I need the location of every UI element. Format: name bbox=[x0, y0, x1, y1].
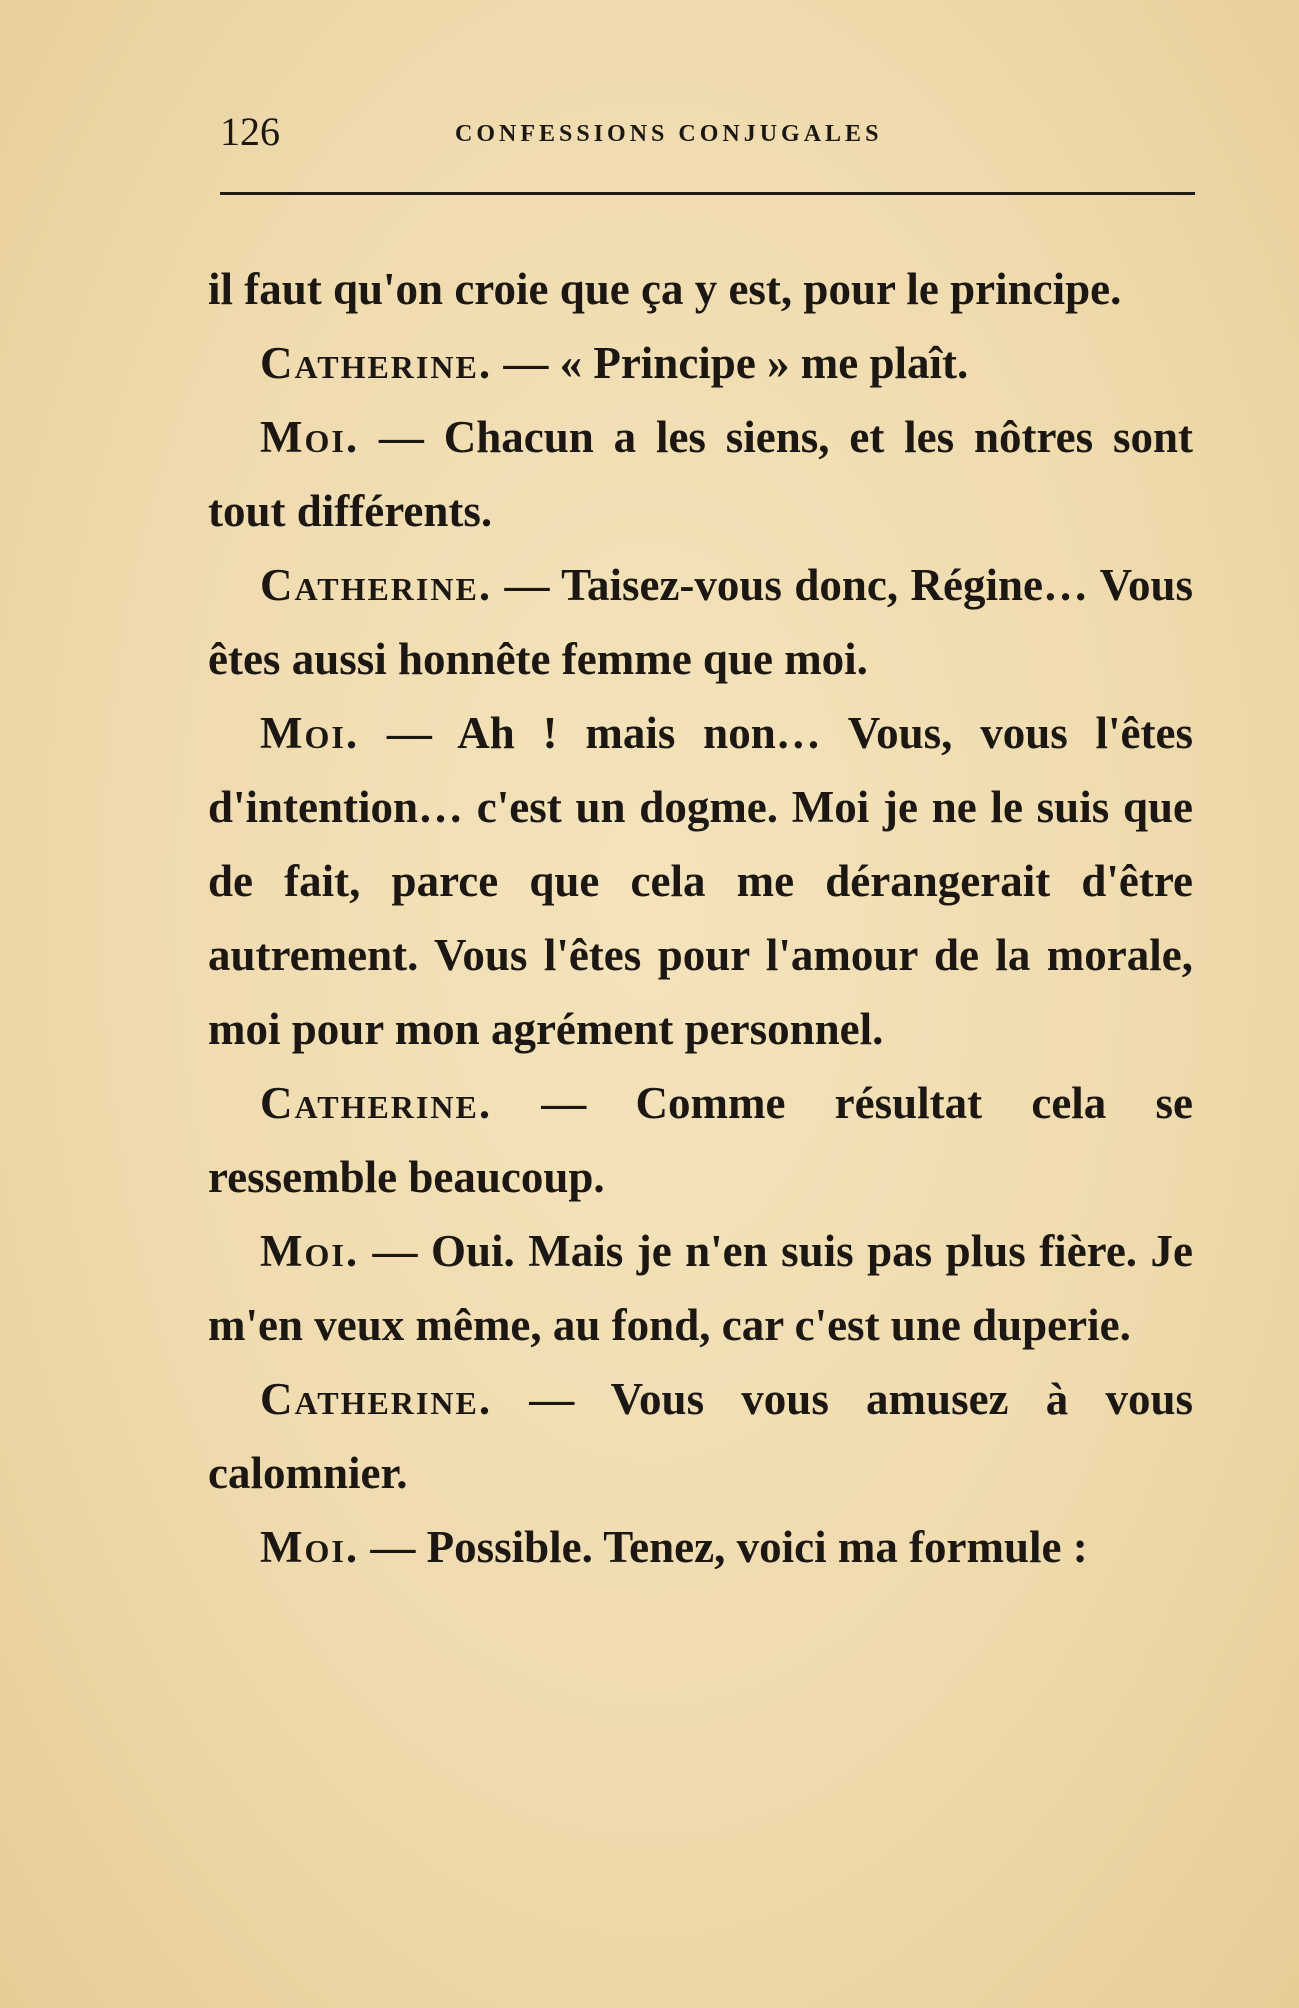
paragraph bbox=[208, 252, 1193, 326]
page-number: 126 bbox=[220, 109, 280, 154]
paragraph bbox=[208, 1214, 1193, 1362]
paragraph bbox=[208, 1362, 1193, 1510]
paragraph bbox=[208, 1510, 1193, 1584]
paragraph bbox=[208, 548, 1193, 696]
paragraph bbox=[208, 326, 1193, 400]
paragraph-text: — « Principe » me plaît. bbox=[492, 338, 969, 388]
paragraph-text: — Vous vous amusez à vous calomnier. bbox=[208, 1374, 1193, 1498]
paragraph-text: — Chacun a les siens, et les nôtres sont tout différents. bbox=[208, 412, 1193, 536]
paragraph bbox=[208, 400, 1193, 548]
page-header bbox=[220, 109, 1195, 162]
speaker-name: Moi. bbox=[260, 708, 360, 758]
speaker-name: Moi. bbox=[260, 412, 360, 462]
paragraph-text: — Possible. Tenez, voici ma formule : bbox=[359, 1522, 1088, 1572]
paragraph bbox=[208, 1066, 1193, 1214]
paragraph-text: — Taisez-vous donc, Régine… Vous êtes aussi honnête femme que moi. bbox=[208, 560, 1193, 684]
speaker-name: Catherine. bbox=[260, 1078, 493, 1128]
speaker-name: Catherine. bbox=[260, 560, 493, 610]
paragraph bbox=[208, 696, 1193, 1066]
paragraph-text: il faut qu'on croie que ça y est, pour le principe. bbox=[208, 264, 1122, 314]
header-rule bbox=[220, 192, 1195, 195]
running-title: CONFESSIONS CONJUGALES bbox=[455, 121, 883, 147]
speaker-name: Moi. bbox=[260, 1226, 360, 1276]
paragraph-text: — Comme résultat cela se ressemble beaucoup. bbox=[208, 1078, 1193, 1202]
speaker-name: Catherine. bbox=[260, 1374, 493, 1424]
paragraph-text: — Oui. Mais je n'en suis pas plus fière. Je m'en veux même, au fond, car c'est une duperie. bbox=[208, 1226, 1193, 1350]
speaker-name: Moi. bbox=[260, 1522, 360, 1572]
page-text bbox=[208, 252, 1193, 1584]
speaker-name: Catherine. bbox=[260, 338, 493, 388]
paragraph-text: — Ah ! mais non… Vous, vous l'êtes d'intention… c'est un dogme. Moi je ne le suis que de fait, parce que cela me dérangerait d'être autrement. Vous l'êtes pour l'amour de la morale, moi pour mon agrément personnel. bbox=[208, 708, 1193, 1054]
